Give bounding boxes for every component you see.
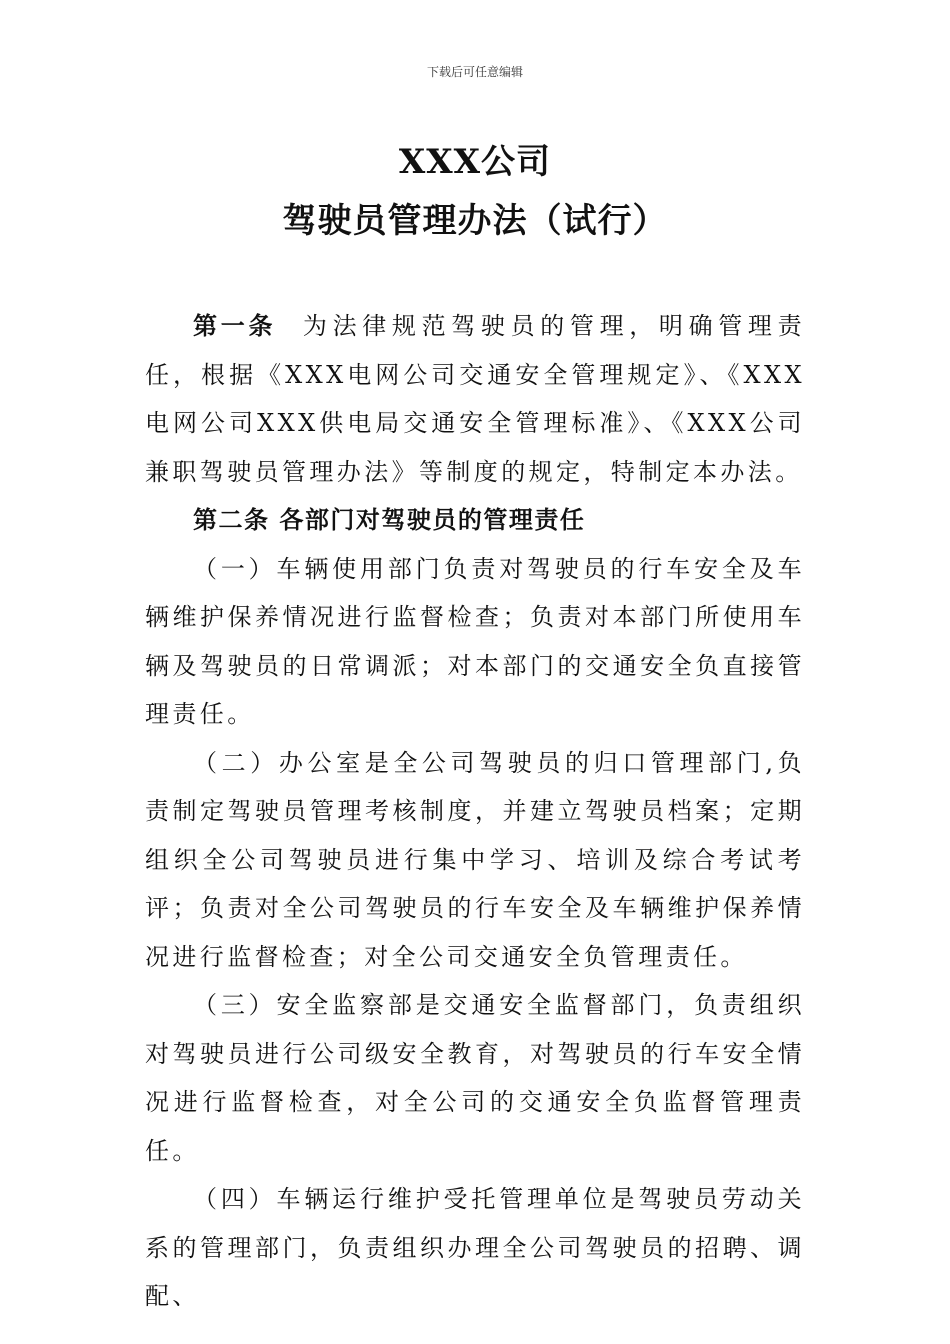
article-2-item-1: （一）车辆使用部门负责对驾驶员的行车安全及车辆维护保养情况进行监督检查；负责对本部门所使用车辆及驾驶员的日常调派；对本部门的交通安全负直接管理责任。	[145, 554, 805, 728]
article-2-item-3: （三）安全监察部是交通安全监督部门，负责组织对驾驶员进行公司级安全教育，对驾驶员的行车安全情况进行监督检查，对全公司的交通安全负监督管理责任。	[145, 991, 805, 1165]
article-2-item-4: （四）车辆运行维护受托管理单位是驾驶员劳动关系的管理部门，负责组织办理全公司驾驶员的招聘、调配、	[145, 1185, 805, 1310]
header-note: 下载后可任意编辑	[426, 65, 523, 79]
document-body	[145, 302, 805, 1321]
document-title-line-2: 驾驶员管理办法（试行）	[282, 201, 668, 241]
article-2-heading: 第二条 各部门对驾驶员的管理责任	[193, 505, 586, 534]
document-title-line-1: XXX公司	[398, 142, 552, 182]
article-2-item-2: （二）办公室是全公司驾驶员的归口管理部门,负责制定驾驶员管理考核制度，并建立驾驶员档案；定期组织全公司驾驶员进行集中学习、培训及综合考试考评；负责对全公司驾驶员的行车安全及车辆维护保养情况进行监督检查；对全公司交通安全负管理责任。	[145, 748, 805, 971]
article-1	[145, 302, 805, 496]
article-1-text: 为法律规范驾驶员的管理，明确管理责任，根据《XXX电网公司交通安全管理规定》、《XXX电网公司XXX供电局交通安全管理标准》、《XXX公司兼职驾驶员管理办法》等制度的规定，特制定本办法。	[145, 312, 805, 486]
article-1-label: 第一条	[193, 311, 277, 340]
